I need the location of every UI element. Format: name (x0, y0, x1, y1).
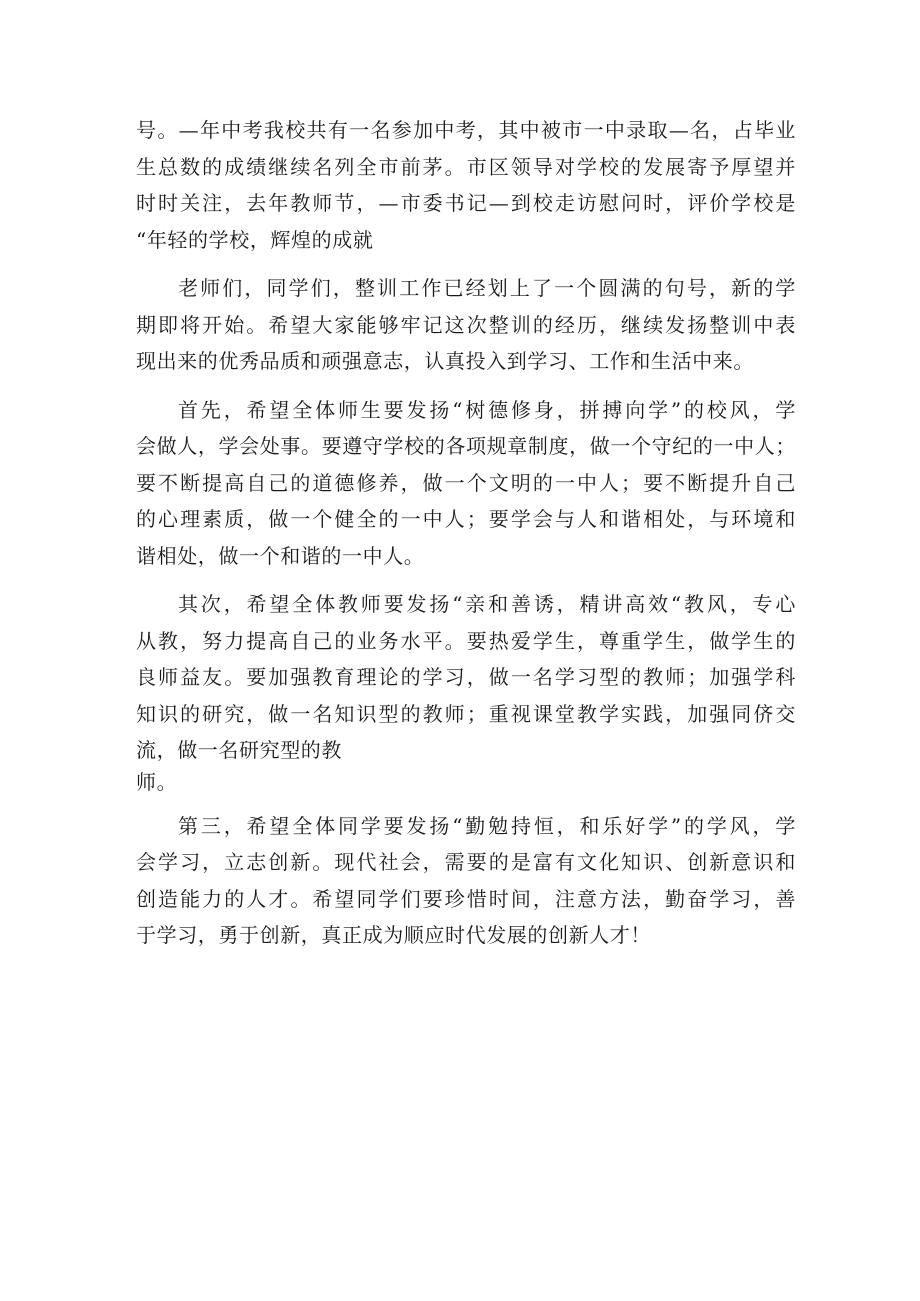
paragraph-third-study-spirit (136, 808, 796, 954)
text-line: 号。—年中考我校共有一名参加中考，其中被市一中录取—名，占毕业 (136, 118, 796, 142)
text-line: “年轻的学校，辉煌的成就 (136, 227, 374, 252)
text-line: 生总数的成绩继续名列全市前茅。市区领导对学校的发展寄予厚望并 (136, 154, 796, 179)
text-line: 时时关注，去年教师节，—市委书记—到校走访慰问时，评价学校是 (136, 191, 796, 215)
text-line: 会学习，立志创新。现代社会，需要的是富有文化知识、创新意识和 (136, 850, 796, 874)
text-line: 期即将开始。希望大家能够牢记这次整训的经历，继续发扬整训中表 (136, 312, 796, 337)
text-line: 流，做一名研究型的教 (136, 738, 342, 762)
text-line: 首先，希望全体师生要发扬“树德修身，拼搏向学”的校风，学 (178, 397, 796, 422)
text-line: 其次，希望全体教师要发扬“亲和善诱，精讲高效“教风，专心 (178, 592, 796, 616)
text-line: 知识的研究，做一名知识型的教师；重视课堂教学实践，加强同侪交 (136, 701, 796, 726)
paragraph-training-conclusion (136, 270, 796, 380)
paragraph-first-school-spirit (136, 392, 796, 575)
text-line: 现出来的优秀品质和顽强意志，认真投入到学习、工作和生活中来。 (136, 349, 754, 373)
text-line: 从教，努力提高自己的业务水平。要热爱学生，尊重学生，做学生的 (136, 628, 796, 653)
paragraph-second-teaching-spirit (136, 586, 796, 796)
document-body (136, 112, 796, 966)
paragraph-school-achievements (136, 112, 796, 258)
text-line: 师。 (136, 769, 178, 794)
text-line: 良师益友。要加强教育理论的学习，做一名学习型的教师；加强学科 (136, 665, 796, 689)
text-line: 老师们，同学们，整训工作已经划上了一个圆满的句号，新的学 (178, 276, 796, 300)
text-line: 第三，希望全体同学要发扬“勤勉持恒，和乐好学”的学风，学 (178, 813, 796, 838)
text-line: 会做人，学会处事。要遵守学校的各项规章制度，做一个守纪的一中人； (136, 434, 796, 458)
text-line: 创造能力的人才。希望同学们要珍惜时间，注意方法，勤奋学习，善 (136, 886, 796, 911)
text-line: 于学习，勇于创新，真正成为顺应时代发展的创新人才！ (136, 923, 651, 947)
text-line: 要不断提高自己的道德修养，做一个文明的一中人；要不断提升自己 (136, 470, 796, 495)
text-line: 谐相处，做一个和谐的一中人。 (136, 543, 425, 568)
text-line: 的心理素质，做一个健全的一中人；要学会与人和谐相处，与环境和 (136, 507, 796, 531)
